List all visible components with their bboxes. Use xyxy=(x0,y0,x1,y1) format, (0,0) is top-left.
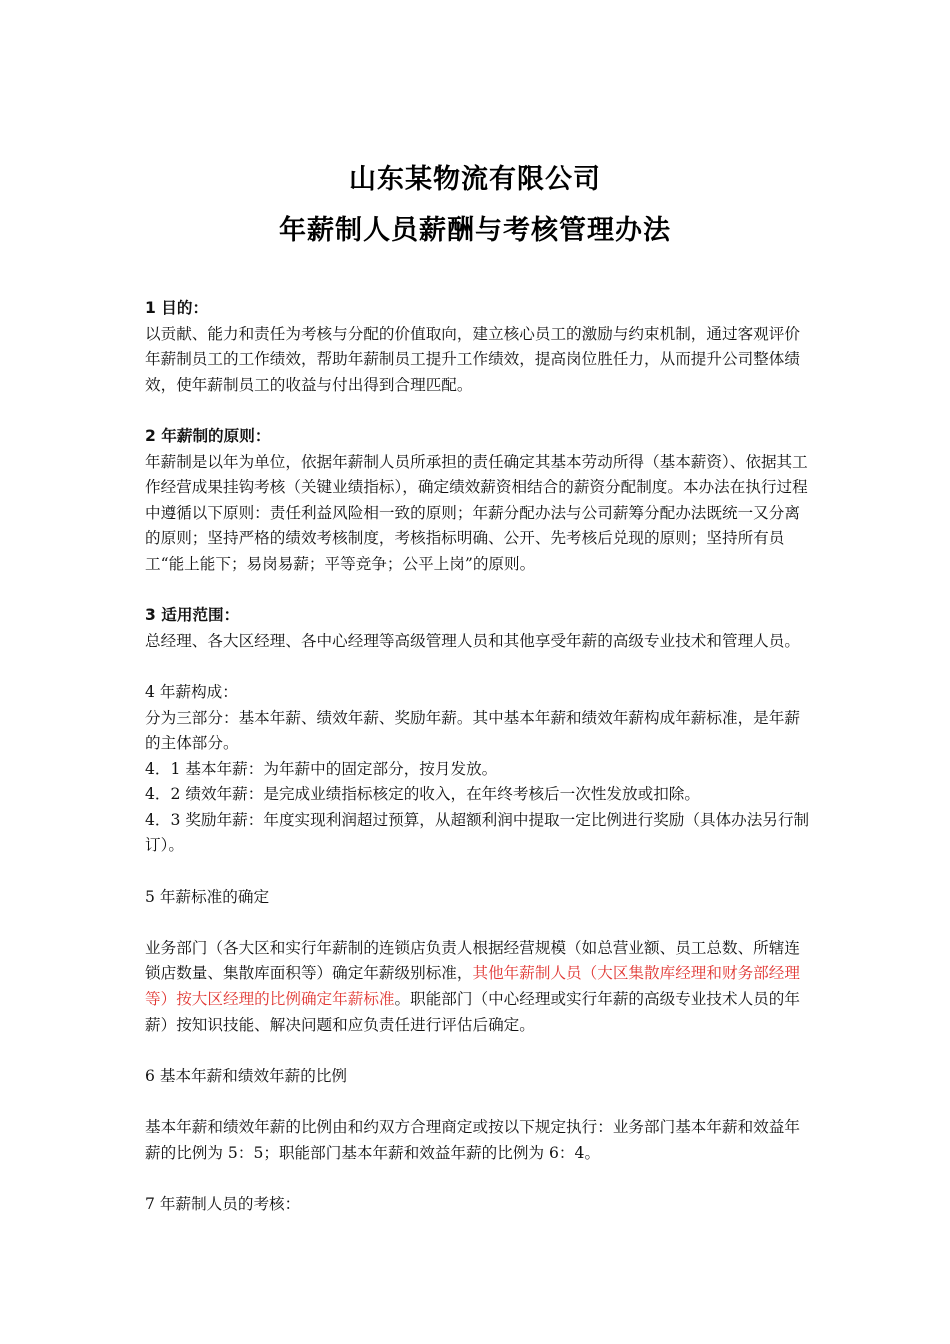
section-5-body-part-b: 。职能部门（中心经理或实行年薪的高级专业技术人员的年薪）按知识技能、解决问题和应负责任进行评估后确定。 xyxy=(145,990,800,1034)
document-title: 年薪制人员薪酬与考核管理办法 xyxy=(279,215,671,246)
company-title: 山东某物流有限公司 xyxy=(349,164,601,195)
section-5-body-part-a: 业务部门（各大区和实行年薪制的连锁店负责人根据经营规模（如总营业额、员工总数、所辖连锁店数量、集散库面积等）确定年薪级别标准， xyxy=(145,938,800,983)
section-3-heading: 3 适用范围： xyxy=(145,606,240,625)
section-7-heading: 7 年薪制人员的考核： xyxy=(145,1194,301,1213)
section-4-2: 4．2 绩效年薪：是完成业绩指标核定的收入，在年终考核后一次性发放或扣除。 xyxy=(145,785,700,804)
section-3-body: 总经理、各大区经理、各中心经理等高级管理人员和其他享受年薪的高级专业技术和管理人员。 xyxy=(145,631,800,650)
section-6-heading: 6 基本年薪和绩效年薪的比例 xyxy=(145,1066,348,1085)
section-2-body: 年薪制是以年为单位，依据年薪制人员所承担的责任确定其基本劳动所得（基本薪资）、依据其工作经营成果挂钩考核（关键业绩指标），确定绩效薪资相结合的薪资分配制度。本办法在执行过程中遵循以下原则：责任利益风险相一致的原则；年薪分配办法与公司薪筹分配办法既统一又分离的原则；坚持严格的绩效考核制度，考核指标明确、公开、先考核后兑现的原则；坚持所有员工“能上能下；易岗易薪；平等竞争；公平上岗”的原则。 xyxy=(145,452,808,573)
section-4-1: 4．1 基本年薪：为年薪中的固定部分，按月发放。 xyxy=(145,759,498,778)
section-4-3: 4．3 奖励年薪：年度实现利润超过预算，从超额利润中提取一定比例进行奖励（具体办法另行制订）。 xyxy=(145,810,810,855)
section-4-heading: 4 年薪构成： xyxy=(145,682,238,701)
section-5-heading: 5 年薪标准的确定 xyxy=(145,887,270,906)
section-6-body: 基本年薪和绩效年薪的比例由和约双方合理商定或按以下规定执行：业务部门基本年薪和效益年薪的比例为 5：5；职能部门基本年薪和效益年薪的比例为 6：4。 xyxy=(145,1118,800,1162)
section-5-highlighted-text: 其他年薪制人员（大区集散库经理和财务部经理等）按大区经理的比例确定年薪标准 xyxy=(145,964,800,1009)
section-5-body xyxy=(145,936,810,1038)
section-1-body: 以贡献、能力和责任为考核与分配的价值取向，建立核心员工的激励与约束机制，通过客观评价年薪制员工的工作绩效，帮助年薪制员工提升工作绩效，提高岗位胜任力，从而提升公司整体绩效，使年薪制员工的收益与付出得到合理匹配。 xyxy=(145,324,800,394)
section-4-body: 分为三部分：基本年薪、绩效年薪、奖励年薪。其中基本年薪和绩效年薪构成年薪标准，是年薪的主体部分。 xyxy=(145,708,800,753)
section-2-heading: 2 年薪制的原则： xyxy=(145,426,271,445)
document-body xyxy=(145,296,810,1217)
section-1-heading: 1 目的： xyxy=(145,299,209,317)
